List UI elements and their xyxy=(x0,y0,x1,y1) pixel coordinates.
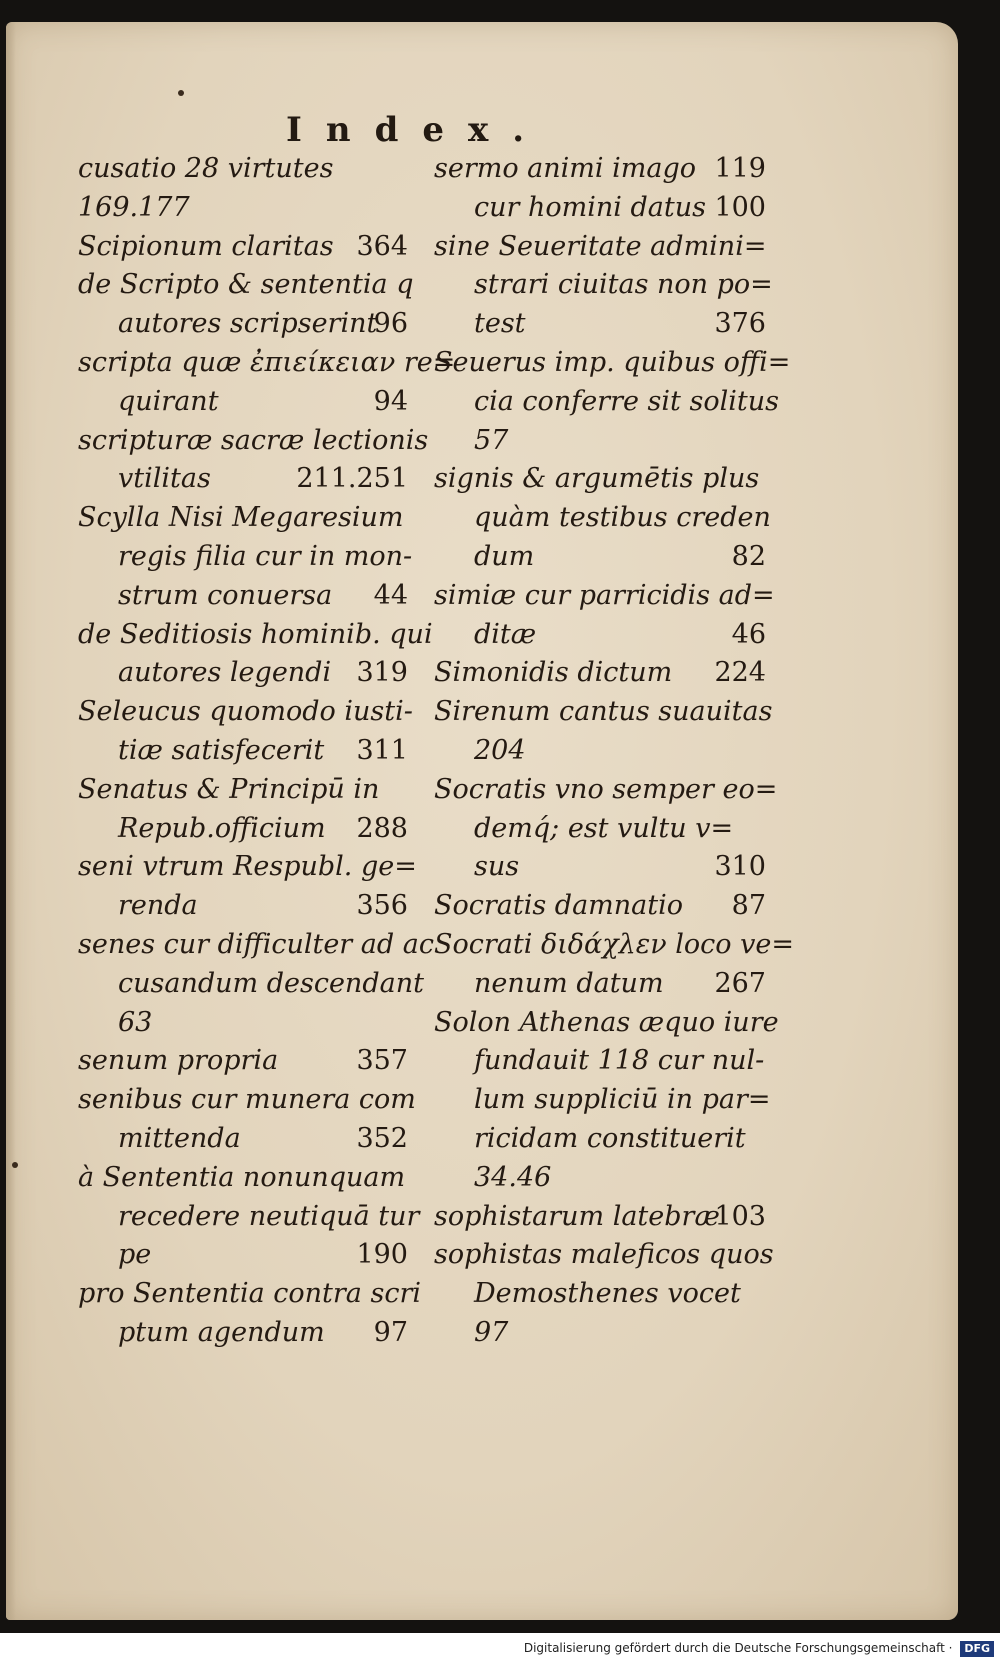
index-column-right xyxy=(434,150,794,1353)
page-edge-shadow xyxy=(6,22,16,1620)
index-entry-text: 34.46 xyxy=(474,1161,552,1193)
index-entry-text: quàm testibus creden xyxy=(474,502,771,534)
index-entry-text: Seleucus quomodo iusti- xyxy=(78,696,413,728)
index-entry-line xyxy=(434,150,766,189)
index-entry-page-number: 224 xyxy=(714,657,766,689)
index-entry-text: recedere neutiquā tur xyxy=(118,1200,420,1232)
index-entry-page-number: 376 xyxy=(714,308,766,340)
index-entry-line xyxy=(434,848,766,887)
index-entry-line xyxy=(78,538,413,577)
index-entry-text: 63 xyxy=(118,1006,153,1038)
index-entry-text: strari ciuitas non po= xyxy=(474,269,773,301)
index-entry-page-number: 356 xyxy=(356,890,408,922)
index-entry-text: tiæ satisfecerit xyxy=(118,734,325,766)
index-entry-line xyxy=(78,965,424,1004)
index-entry-text: autores legendi xyxy=(118,657,332,689)
index-entry-text: pe xyxy=(118,1239,152,1271)
index-entry-text: Solon Athenas æquo iure xyxy=(434,1006,779,1038)
index-entry-page-number: 311 xyxy=(356,734,408,766)
index-entry-line xyxy=(78,422,429,461)
index-entry-text: ditæ xyxy=(474,618,537,650)
index-entry-line xyxy=(434,1236,774,1275)
index-entry-line xyxy=(434,1120,766,1159)
index-entry-text: de Seditiosis hominib. qui xyxy=(78,618,433,650)
index-entry-line xyxy=(78,926,434,965)
index-entry-text: Scipionum claritas xyxy=(78,230,334,262)
index-entry-line xyxy=(434,499,771,538)
index-entry-line xyxy=(434,1198,766,1237)
index-entry-line xyxy=(78,771,408,810)
index-entry-text: simiæ cur parricidis ad= xyxy=(434,579,775,611)
index-entry-line xyxy=(434,616,766,655)
index-entry-text: sophistarum latebræ xyxy=(434,1200,720,1232)
index-entry-line xyxy=(78,1236,408,1275)
index-entry-page-number: 288 xyxy=(356,812,408,844)
index-entry-text: 57 xyxy=(474,424,509,456)
index-entry-line xyxy=(434,538,766,577)
index-entry-line xyxy=(434,926,794,965)
index-entry-text: Senatus & Principū in xyxy=(78,773,380,805)
index-entry-text: vtilitas xyxy=(118,463,211,495)
index-entry-line xyxy=(434,732,766,771)
index-entry-line xyxy=(78,577,408,616)
index-entry-page-number: 96 xyxy=(373,308,408,340)
index-entry-text: 169.177 xyxy=(78,191,190,223)
index-entry-line xyxy=(78,1314,408,1353)
book-page xyxy=(6,22,958,1620)
index-entry-line xyxy=(78,887,408,926)
index-entry-text: 97 xyxy=(474,1316,509,1348)
index-entry-line xyxy=(434,1275,766,1314)
index-entry-text: sermo animi imago xyxy=(434,153,696,184)
index-entry-page-number: 267 xyxy=(714,967,766,999)
index-entry-line xyxy=(434,305,766,344)
index-entry-text: regis filia cur in mon- xyxy=(118,540,413,572)
index-entry-text: lum suppliciū in par= xyxy=(474,1084,771,1116)
index-entry-line xyxy=(78,616,433,655)
index-entry-line xyxy=(78,693,413,732)
index-entry-page-number: 357 xyxy=(356,1045,408,1077)
index-entry-line xyxy=(434,654,766,693)
index-entry-text: strum conuersa xyxy=(118,579,333,611)
index-entry-page-number: 211.251 xyxy=(296,463,408,495)
index-entry-line xyxy=(78,383,408,422)
index-entry-line xyxy=(434,965,766,1004)
index-entry-text: Scylla Nisi Megaresium xyxy=(78,502,404,534)
index-entry-text: seni vtrum Respubl. ge= xyxy=(78,851,417,883)
index-entry-line xyxy=(434,228,766,267)
index-entry-line xyxy=(434,577,775,616)
index-entry-text: pro Sententia contra scri xyxy=(78,1278,421,1310)
index-entry-line xyxy=(434,1159,766,1198)
index-entry-text: cia conferre sit solitus xyxy=(474,385,779,417)
index-entry-text: cur homini datus xyxy=(474,191,706,223)
index-entry-text: à Sententia nonunquam xyxy=(78,1161,406,1193)
index-entry-page-number: 103 xyxy=(714,1200,766,1232)
index-entry-text: Simonidis dictum xyxy=(434,657,673,689)
index-entry-line xyxy=(78,305,408,344)
index-entry-text: sophistas maleficos quos xyxy=(434,1239,774,1271)
index-entry-text: scripturæ sacræ lectionis xyxy=(78,424,429,456)
index-entry-line xyxy=(78,1042,408,1081)
index-entry-text: autores scripserint xyxy=(118,308,378,340)
index-entry-line xyxy=(434,460,766,499)
index-entry-text: de Scripto & sententia q xyxy=(78,269,414,301)
index-entry-text: cusandum descendant xyxy=(118,967,424,999)
index-entry-text: fundauit 118 cur nul- xyxy=(474,1045,765,1077)
index-entry-page-number: 319 xyxy=(356,657,408,689)
index-entry-text: quirant xyxy=(118,385,219,417)
index-entry-line xyxy=(434,266,773,305)
index-column-left xyxy=(78,150,456,1353)
index-entry-text: Repub.officium xyxy=(118,812,326,844)
index-entry-page-number: 94 xyxy=(373,385,408,417)
index-entry-text: Demosthenes vocet xyxy=(474,1278,741,1310)
index-entry-page-number: 100 xyxy=(714,191,766,223)
index-entry-text: mittenda xyxy=(118,1122,241,1154)
index-entry-line xyxy=(78,1120,408,1159)
index-entry-text: cusatio 28 virtutes xyxy=(78,153,334,184)
index-entry-text: senum propria xyxy=(78,1045,279,1077)
index-entry-line xyxy=(78,1004,408,1043)
digitization-footer xyxy=(0,1633,1000,1663)
index-entry-line xyxy=(434,383,779,422)
index-entry-line xyxy=(434,1314,766,1353)
index-entry-line xyxy=(78,732,408,771)
index-entry-page-number: 44 xyxy=(373,579,408,611)
index-entry-line xyxy=(434,1042,766,1081)
index-entry-text: Sirenum cantus suauitas xyxy=(434,696,773,728)
index-entry-page-number: 364 xyxy=(356,230,408,262)
index-entry-line xyxy=(78,848,417,887)
index-entry-page-number: 310 xyxy=(714,851,766,883)
ink-spot xyxy=(178,90,184,96)
index-entry-text: renda xyxy=(118,890,198,922)
index-entry-text: ptum agendum xyxy=(118,1316,325,1348)
ink-spot xyxy=(12,1162,18,1168)
index-entry-line xyxy=(78,654,408,693)
index-entry-line xyxy=(78,499,408,538)
index-entry-line xyxy=(78,266,414,305)
page-header-index: Index. xyxy=(286,110,549,150)
index-entry-line xyxy=(434,1004,779,1043)
index-entry-line xyxy=(434,189,766,228)
index-entry-page-number: 46 xyxy=(731,618,766,650)
index-entry-text: test xyxy=(474,308,526,340)
index-entry-text: Seuerus imp. quibus offi= xyxy=(434,346,791,378)
index-entry-text: dum xyxy=(474,540,535,572)
index-entry-line xyxy=(434,693,773,732)
index-entry-page-number: 190 xyxy=(356,1239,408,1271)
index-entry-page-number: 352 xyxy=(356,1122,408,1154)
index-entry-line xyxy=(78,1275,421,1314)
index-entry-page-number: 87 xyxy=(731,890,766,922)
index-entry-text: senibus cur munera com xyxy=(78,1084,416,1116)
index-entry-text: nenum datum xyxy=(474,967,664,999)
index-entry-text: Socratis damnatio xyxy=(434,890,684,922)
index-entry-text: Socratis vno semper eo= xyxy=(434,773,778,805)
index-entry-line xyxy=(434,422,766,461)
footer-text: Digitalisierung gefördert durch die Deutsche Forschungsgemeinschaft · xyxy=(523,1641,953,1655)
index-entry-page-number: 119 xyxy=(714,153,766,184)
index-entry-text: sine Seueritate admini= xyxy=(434,230,767,262)
index-entry-line xyxy=(78,810,408,849)
index-entry-page-number: 82 xyxy=(731,540,766,572)
index-entry-line xyxy=(78,1159,408,1198)
index-entry-line xyxy=(434,344,791,383)
index-entry-line xyxy=(78,344,456,383)
index-entry-text: Socrati διδάχλεν loco ve= xyxy=(434,928,794,960)
dfg-logo: DFG xyxy=(960,1641,994,1657)
index-entry-line xyxy=(434,887,766,926)
index-entry-line xyxy=(78,1198,420,1237)
index-entry-text: signis & argumētis plus xyxy=(434,463,760,495)
index-entry-text: senes cur difficulter ad ac xyxy=(78,928,434,960)
index-entry-line xyxy=(78,460,408,499)
index-entry-text: 204 xyxy=(474,734,526,766)
index-entry-line xyxy=(78,189,408,228)
index-entry-line xyxy=(78,228,408,267)
index-entry-text: scripta quæ ἐπιείκειαν re= xyxy=(78,346,456,378)
index-entry-text: sus xyxy=(474,851,520,883)
index-entry-line xyxy=(78,1081,416,1120)
index-entry-page-number: 97 xyxy=(373,1316,408,1348)
index-entry-line xyxy=(434,1081,771,1120)
index-entry-line xyxy=(78,150,408,189)
index-entry-text: demq́; est vultu v= xyxy=(474,812,734,844)
index-entry-line xyxy=(434,771,778,810)
index-entry-text: ricidam constituerit xyxy=(474,1122,746,1154)
index-entry-line xyxy=(434,810,766,849)
